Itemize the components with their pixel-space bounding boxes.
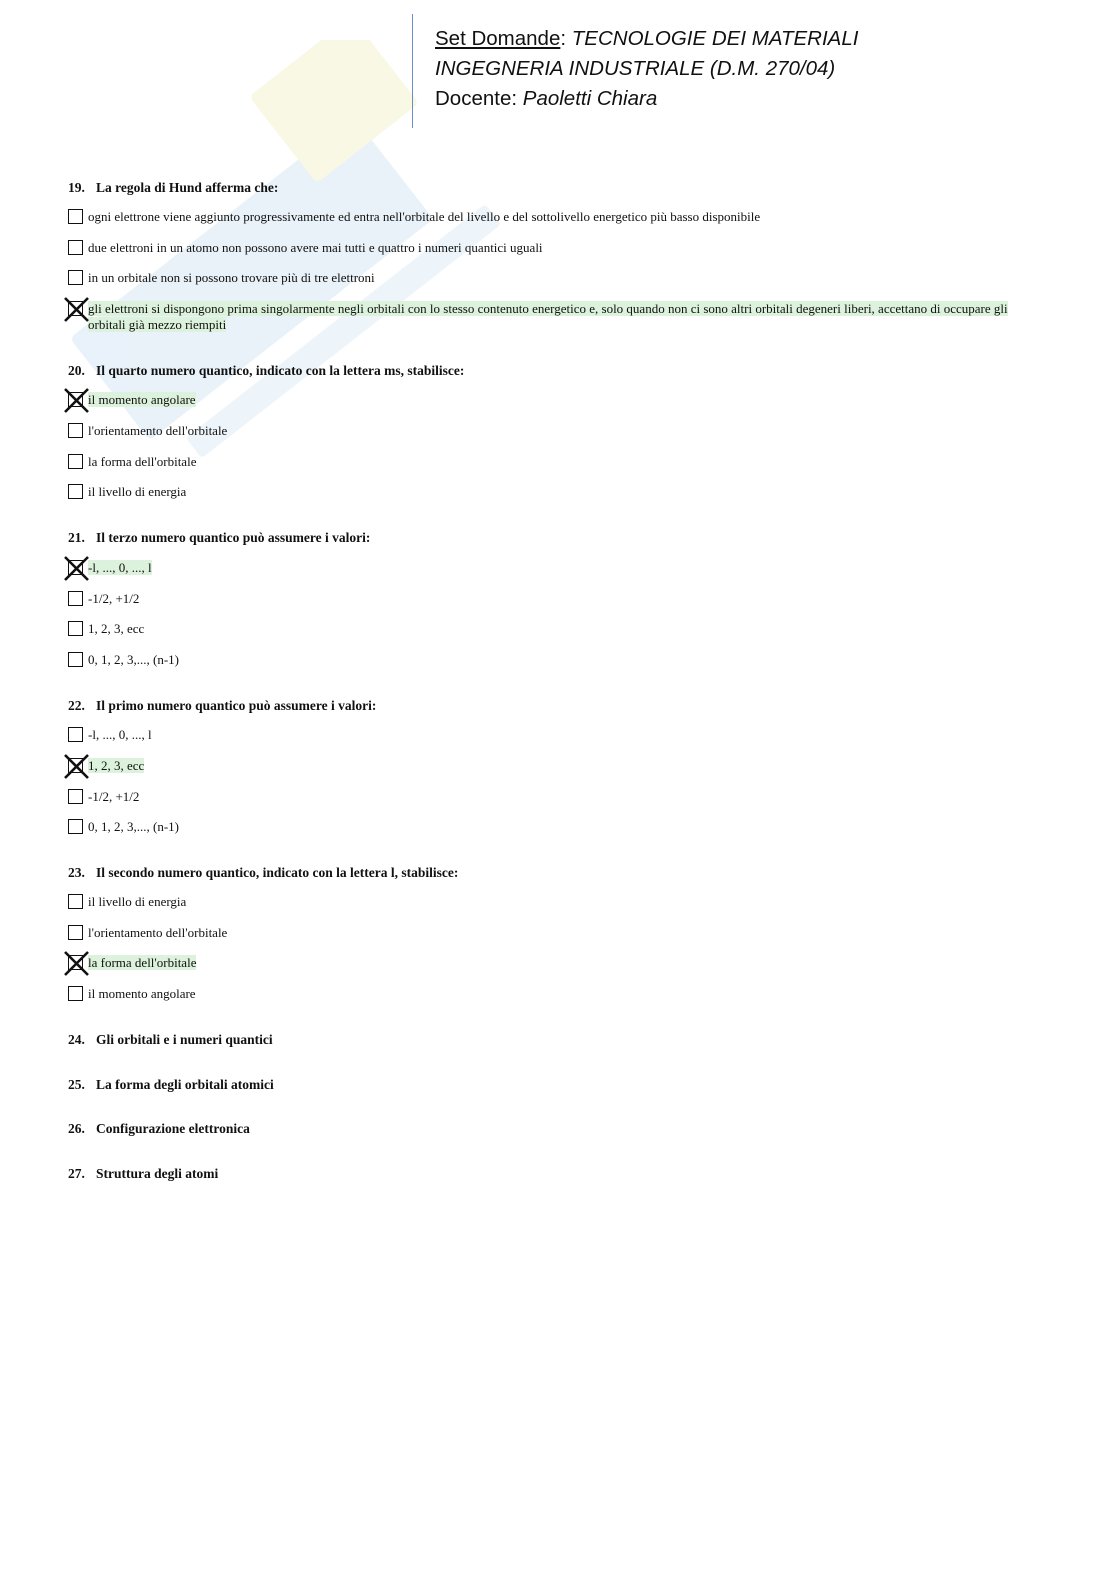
answer-option[interactable] xyxy=(68,819,1008,835)
question-19 xyxy=(68,179,1008,332)
question-text: Struttura degli atomi xyxy=(96,1166,219,1181)
checkbox[interactable] xyxy=(68,758,83,773)
question-title xyxy=(68,1165,1008,1183)
question-23 xyxy=(68,864,1008,1001)
checkbox[interactable] xyxy=(68,789,83,804)
answer-option[interactable] xyxy=(68,240,1008,256)
answer-option[interactable] xyxy=(68,392,1008,408)
option-text: gli elettroni si dispongono prima singolarmente negli orbitali con lo stesso contenuto energetico e, solo quando non ci sono altri orbitali degeneri liberi, accettano di occupare gli orbitali già mezzo riempiti xyxy=(88,301,1008,332)
question-text: Il secondo numero quantico, indicato con la lettera l, stabilisce: xyxy=(96,865,459,880)
question-title xyxy=(68,529,1008,547)
checkbox[interactable] xyxy=(68,301,83,316)
set-colon: : xyxy=(560,27,567,50)
option-text: il livello di energia xyxy=(88,894,187,909)
header-set-line xyxy=(435,27,858,51)
answer-option[interactable] xyxy=(68,270,1008,286)
question-number: 23. xyxy=(68,865,85,880)
option-text: -1/2, +1/2 xyxy=(88,591,140,606)
question-text: La regola di Hund afferma che: xyxy=(96,180,279,195)
check-cross-icon xyxy=(64,951,89,976)
question-title xyxy=(68,1076,1008,1094)
question-title xyxy=(68,697,1008,715)
answer-option[interactable] xyxy=(68,925,1008,941)
question-text: Gli orbitali e i numeri quantici xyxy=(96,1032,273,1047)
checkbox[interactable] xyxy=(68,986,83,1001)
question-27 xyxy=(68,1165,1008,1183)
option-text: -1/2, +1/2 xyxy=(88,789,140,804)
answer-option[interactable] xyxy=(68,727,1008,743)
option-text: la forma dell'orbitale xyxy=(88,454,197,469)
checkbox[interactable] xyxy=(68,270,83,285)
answer-option[interactable] xyxy=(68,484,1008,500)
option-text: 0, 1, 2, 3,..., (n-1) xyxy=(88,652,179,667)
set-label: Set Domande xyxy=(435,27,561,50)
checkbox[interactable] xyxy=(68,423,83,438)
checkbox[interactable] xyxy=(68,591,83,606)
checkbox[interactable] xyxy=(68,240,83,255)
header-course-line xyxy=(435,57,835,81)
checkbox[interactable] xyxy=(68,560,83,575)
question-title xyxy=(68,362,1008,380)
set-value: TECNOLOGIE DEI MATERIALI xyxy=(571,27,859,50)
question-20 xyxy=(68,362,1008,499)
answer-option[interactable] xyxy=(68,560,1008,576)
answer-option[interactable] xyxy=(68,894,1008,910)
question-22 xyxy=(68,697,1008,834)
answer-option[interactable] xyxy=(68,758,1008,774)
question-21 xyxy=(68,529,1008,667)
question-number: 25. xyxy=(68,1077,85,1092)
course-name: INGEGNERIA INDUSTRIALE (D.M. 270/04) xyxy=(435,57,836,80)
option-text: l'orientamento dell'orbitale xyxy=(88,925,228,940)
option-text: 1, 2, 3, ecc xyxy=(88,621,145,636)
checkbox[interactable] xyxy=(68,392,83,407)
checkbox[interactable] xyxy=(68,894,83,909)
answer-option[interactable] xyxy=(68,591,1008,607)
question-26 xyxy=(68,1120,1008,1138)
question-number: 22. xyxy=(68,698,85,713)
answer-option[interactable] xyxy=(68,789,1008,805)
checkbox[interactable] xyxy=(68,955,83,970)
option-text: 1, 2, 3, ecc xyxy=(88,758,145,773)
question-text: Il primo numero quantico può assumere i valori: xyxy=(96,698,377,713)
check-cross-icon xyxy=(64,297,89,322)
question-number: 19. xyxy=(68,180,85,195)
question-text: La forma degli orbitali atomici xyxy=(96,1077,274,1092)
option-text: in un orbitale non si possono trovare più di tre elettroni xyxy=(88,270,375,285)
answer-option[interactable] xyxy=(68,955,1008,971)
option-text: due elettroni in un atomo non possono avere mai tutti e quattro i numeri quantici uguali xyxy=(88,240,543,255)
question-title xyxy=(68,179,1008,197)
answer-option[interactable] xyxy=(68,301,1008,333)
checkbox[interactable] xyxy=(68,454,83,469)
question-number: 24. xyxy=(68,1032,85,1047)
checkbox[interactable] xyxy=(68,484,83,499)
checkbox[interactable] xyxy=(68,727,83,742)
question-number: 21. xyxy=(68,530,85,545)
checkbox[interactable] xyxy=(68,819,83,834)
option-text: -l, ..., 0, ..., l xyxy=(88,727,152,742)
check-cross-icon xyxy=(64,388,89,413)
option-text: il momento angolare xyxy=(88,986,196,1001)
teacher-label: Docente xyxy=(435,87,512,110)
answer-option[interactable] xyxy=(68,621,1008,637)
answer-option[interactable] xyxy=(68,209,1008,225)
answer-option[interactable] xyxy=(68,986,1008,1002)
question-text: Il terzo numero quantico può assumere i valori: xyxy=(96,530,371,545)
question-25 xyxy=(68,1076,1008,1094)
checkbox[interactable] xyxy=(68,209,83,224)
answer-option[interactable] xyxy=(68,652,1008,668)
option-text: la forma dell'orbitale xyxy=(88,955,197,970)
question-text: Il quarto numero quantico, indicato con la lettera ms, stabilisce: xyxy=(96,363,465,378)
question-text: Configurazione elettronica xyxy=(96,1121,250,1136)
checkbox[interactable] xyxy=(68,652,83,667)
teacher-value: Paoletti Chiara xyxy=(522,87,658,110)
option-text: il momento angolare xyxy=(88,392,196,407)
teacher-colon: : xyxy=(511,87,518,110)
question-number: 26. xyxy=(68,1121,85,1136)
checkbox[interactable] xyxy=(68,925,83,940)
answer-option[interactable] xyxy=(68,423,1008,439)
question-title xyxy=(68,1031,1008,1049)
question-number: 27. xyxy=(68,1166,85,1181)
question-title xyxy=(68,1120,1008,1138)
check-cross-icon xyxy=(64,556,89,581)
document-header xyxy=(412,14,1073,128)
question-24 xyxy=(68,1031,1008,1049)
header-teacher-line xyxy=(435,87,657,111)
question-title xyxy=(68,864,1008,882)
option-text: il livello di energia xyxy=(88,484,187,499)
option-text: -l, ..., 0, ..., l xyxy=(88,560,152,575)
answer-option[interactable] xyxy=(68,454,1008,470)
option-text: 0, 1, 2, 3,..., (n-1) xyxy=(88,819,179,834)
checkbox[interactable] xyxy=(68,621,83,636)
check-cross-icon xyxy=(64,754,89,779)
question-number: 20. xyxy=(68,363,85,378)
option-text: l'orientamento dell'orbitale xyxy=(88,423,228,438)
option-text: ogni elettrone viene aggiunto progressivamente ed entra nell'orbitale del livello e del sottolivello energetico più basso disponibile xyxy=(88,209,761,224)
